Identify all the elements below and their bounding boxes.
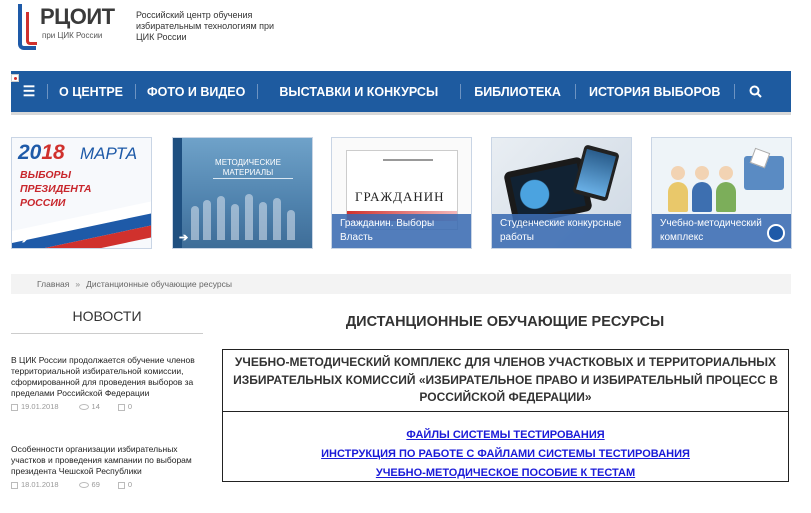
- nav-item-photo-video[interactable]: ФОТО И ВИДЕО: [135, 71, 257, 112]
- news-divider: [11, 333, 203, 334]
- journal-title: ГРАЖДАНИН: [355, 189, 445, 204]
- calendar-icon: [11, 404, 18, 411]
- link-test-files[interactable]: ФАЙЛЫ СИСТЕМЫ ТЕСТИРОВАНИЯ: [406, 429, 605, 441]
- breadcrumb-current: Дистанционные обучающие ресурсы: [86, 279, 232, 289]
- news-item-date: 19.01.2018: [21, 402, 59, 411]
- banner-divider: [213, 178, 293, 179]
- news-item-meta: [11, 480, 201, 489]
- banner-year: 2018: [18, 141, 65, 164]
- news-item-date: 18.01.2018: [21, 480, 59, 489]
- banner-methodical-materials[interactable]: [172, 137, 313, 249]
- banner-citizen-elections-power[interactable]: [331, 137, 472, 249]
- nav-item-about[interactable]: О ЦЕНТРЕ: [47, 71, 135, 112]
- banner-caption: Гражданин. Выборы Власть: [332, 214, 471, 248]
- page-title: ДИСТАНЦИОННЫЕ ОБУЧАЮЩИЕ РЕСУРСЫ: [345, 314, 665, 330]
- news-item: [11, 444, 201, 489]
- news-item-meta: [11, 402, 201, 411]
- logo-subtitle: при ЦИК России: [42, 31, 103, 40]
- news-heading: НОВОСТИ: [72, 308, 142, 324]
- resource-panel: [222, 349, 789, 482]
- banner-title: МЕТОДИЧЕСКИЕ МАТЕРИАЛЫ: [215, 158, 281, 177]
- hamburger-icon[interactable]: ☰: [22, 83, 36, 99]
- news-item-views: 14: [91, 402, 100, 411]
- news-item-comments: 0: [127, 480, 133, 489]
- banner-educational-complex[interactable]: [651, 137, 792, 249]
- arrow-right-icon: ➔: [18, 234, 28, 246]
- breadcrumb-home[interactable]: Главная: [37, 279, 70, 289]
- banner-caption: Учебно-методический комплекс: [652, 214, 791, 248]
- news-item-comments: 0: [127, 402, 133, 411]
- breadcrumb-separator: »: [75, 279, 81, 289]
- banner-text: ВЫБОРЫ ПРЕЗИДЕНТА РОССИИ: [20, 169, 92, 209]
- news-item-title[interactable]: В ЦИК России продолжается обучение членов территориальной избирательной комиссии, сформированной для проведения выборов за пределами Российской Федерации: [11, 355, 195, 398]
- comment-icon: [118, 482, 125, 489]
- news-item-title[interactable]: Особенности организации избирательных участков и проведения кампании по выборам президента Чешской Республики: [11, 444, 192, 476]
- calendar-icon: [11, 482, 18, 489]
- organization-name: Российский центр обучения избирательным технологиям при ЦИК России: [136, 10, 275, 42]
- search-icon[interactable]: [734, 71, 776, 112]
- logo-title: РЦОИТ: [40, 4, 115, 29]
- main-navigation: [11, 71, 791, 112]
- banner-student-works[interactable]: [491, 137, 632, 249]
- emblem-icon: [767, 224, 785, 242]
- people-silhouettes-image: [187, 192, 307, 240]
- ballot-box-icon: [744, 156, 784, 190]
- link-test-instructions[interactable]: ИНСТРУКЦИЯ ПО РАБОТЕ С ФАЙЛАМИ СИСТЕМЫ ТЕСТИРОВАНИЯ: [321, 448, 690, 460]
- nav-item-election-history[interactable]: ИСТОРИЯ ВЫБОРОВ: [575, 71, 734, 112]
- logo-mark-icon: [18, 4, 36, 50]
- nav-item-library[interactable]: БИБЛИОТЕКА: [460, 71, 575, 112]
- news-item-views: 69: [91, 480, 100, 489]
- eye-icon: [79, 404, 89, 410]
- banner-month: МАРТА: [80, 144, 138, 163]
- panel-links: [223, 412, 788, 483]
- phone-image: [572, 144, 620, 202]
- site-logo[interactable]: [18, 4, 118, 52]
- breadcrumb: [11, 274, 791, 294]
- banner-presidential-elections[interactable]: [11, 137, 152, 249]
- eye-icon: [79, 482, 89, 488]
- link-test-manual[interactable]: УЧЕБНО-МЕТОДИЧЕСКОЕ ПОСОБИЕ К ТЕСТАМ: [375, 467, 636, 479]
- banner-caption: Студенческие конкурсные работы: [492, 214, 631, 248]
- arrow-right-icon: ➔: [179, 232, 189, 244]
- nav-item-exhibitions[interactable]: ВЫСТАВКИ И КОНКУРСЫ: [257, 71, 460, 112]
- comment-icon: [118, 404, 125, 411]
- panel-heading: УЧЕБНО-МЕТОДИЧЕСКИЙ КОМПЛЕКС ДЛЯ ЧЛЕНОВ УЧАСТКОВЫХ И ТЕРРИТОРИАЛЬНЫХ ИЗБИРАТЕЛЬНЫХ КОМИССИЙ «ИЗБИРАТЕЛЬНОЕ ПРАВО И ИЗБИРАТЕЛЬНЫЙ ПРОЦЕСС В РОССИЙСКОЙ ФЕДЕРАЦИИ»: [223, 350, 788, 412]
- news-item: [11, 355, 201, 411]
